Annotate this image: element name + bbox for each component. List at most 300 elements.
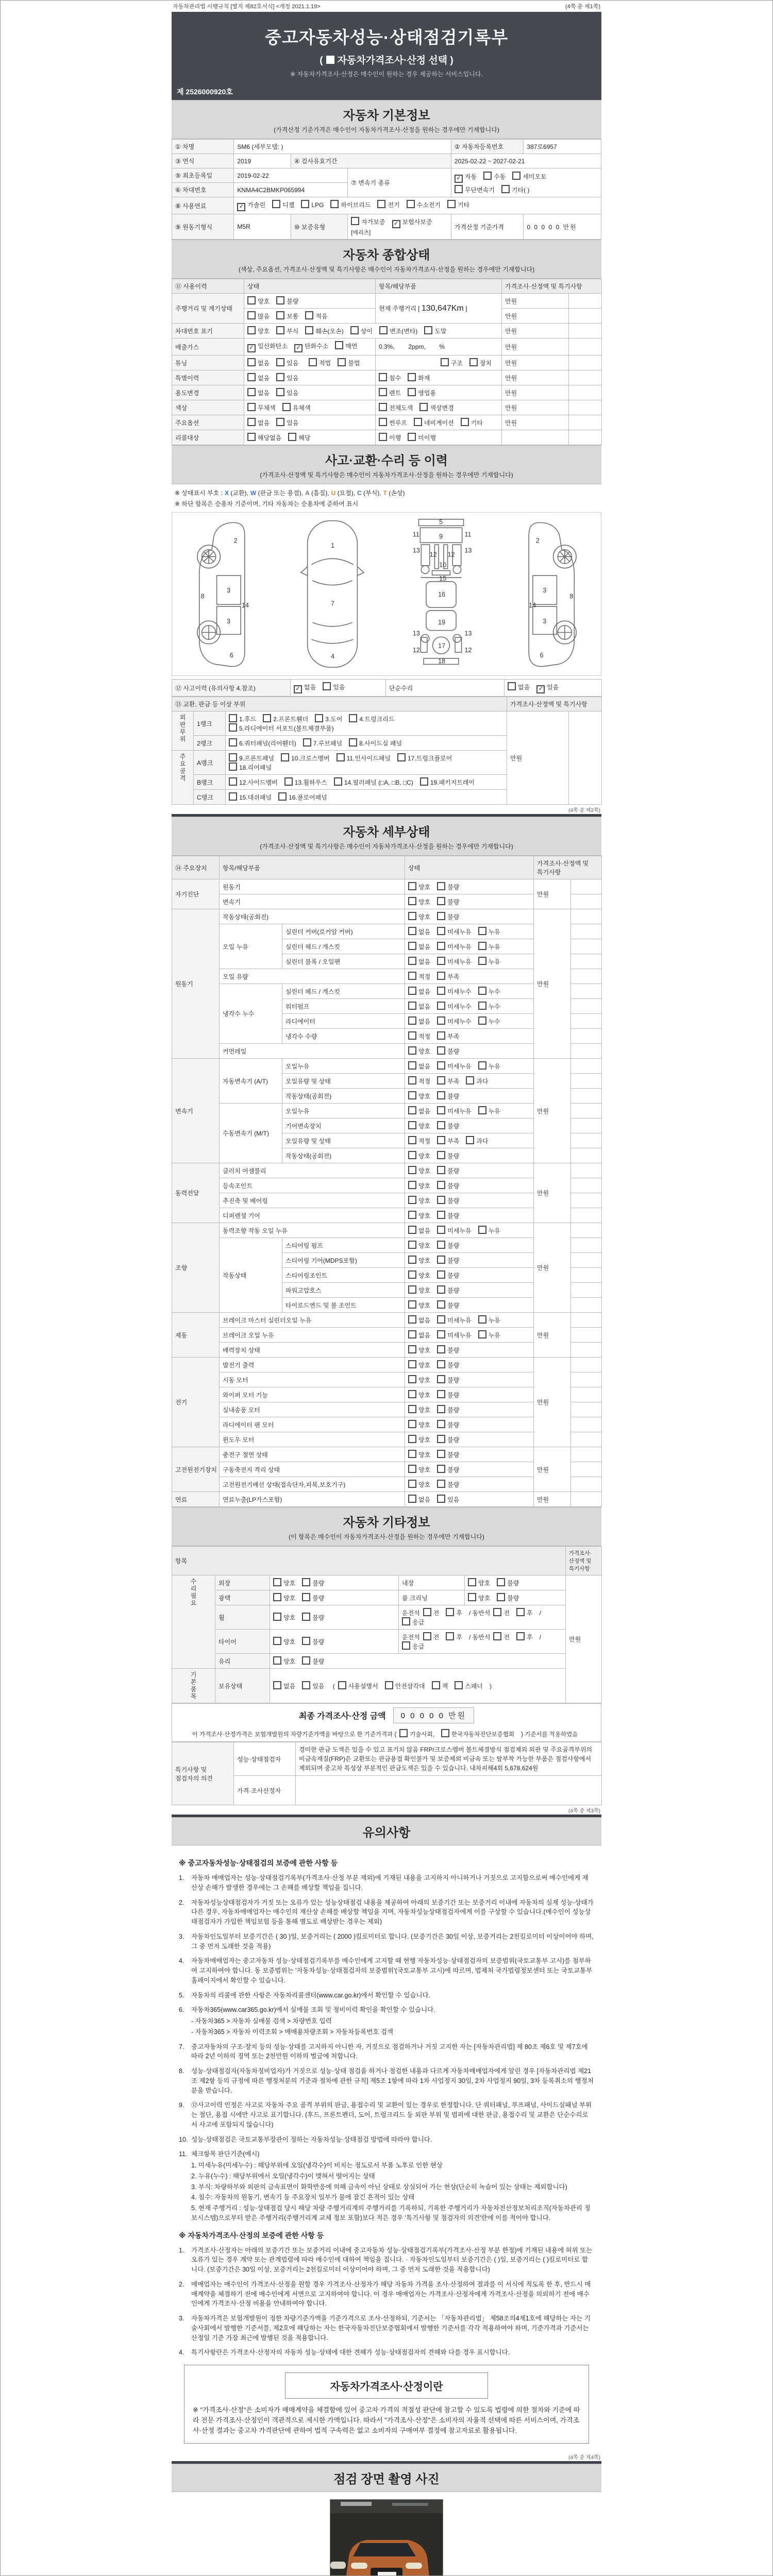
checkbox-option[interactable]: [247, 389, 270, 397]
checkbox-option[interactable]: [302, 1638, 324, 1646]
checkbox-icon[interactable]: [408, 927, 416, 935]
checkbox-icon[interactable]: [497, 1578, 505, 1586]
checkbox-option[interactable]: [437, 1138, 459, 1145]
checkbox-option[interactable]: [437, 1481, 459, 1488]
checkbox-option[interactable]: [247, 360, 270, 367]
checkbox-option[interactable]: [437, 1242, 459, 1249]
checkbox-option[interactable]: [501, 187, 530, 194]
checkbox-option[interactable]: [437, 1272, 459, 1279]
checkbox-option[interactable]: [478, 1227, 500, 1234]
checkbox-option[interactable]: [247, 434, 281, 442]
checkbox-option[interactable]: [455, 1683, 483, 1690]
checkbox-icon[interactable]: [408, 1345, 416, 1353]
checkbox-icon[interactable]: [441, 358, 449, 366]
checkbox-option[interactable]: [437, 1108, 471, 1115]
checkbox-option[interactable]: [437, 1257, 459, 1264]
checkbox-option[interactable]: [408, 1153, 430, 1160]
checkbox-option[interactable]: [294, 684, 316, 691]
checkbox-option[interactable]: [437, 1182, 459, 1190]
checkbox-option[interactable]: [273, 1595, 295, 1602]
checkbox-option[interactable]: [276, 328, 298, 335]
checkbox-icon[interactable]: [437, 1495, 445, 1503]
checkbox-icon[interactable]: [301, 200, 309, 208]
checkbox-icon[interactable]: [276, 296, 284, 304]
checkbox-icon[interactable]: [437, 987, 445, 995]
checkbox-icon[interactable]: [455, 1681, 463, 1689]
checkbox-checked-icon[interactable]: ✓: [247, 344, 256, 352]
checkbox-icon[interactable]: [420, 777, 428, 786]
checkbox-icon[interactable]: [437, 1241, 445, 1249]
checkbox-option[interactable]: [437, 1317, 471, 1324]
checkbox-icon[interactable]: [437, 1315, 445, 1324]
checkbox-icon[interactable]: [408, 1256, 416, 1264]
checkbox-icon[interactable]: [437, 1211, 445, 1219]
checkbox-icon[interactable]: [379, 388, 387, 396]
checkbox-checked-icon[interactable]: ✓: [455, 175, 463, 183]
checkbox-icon[interactable]: [493, 1608, 501, 1616]
checkbox-icon[interactable]: [437, 1360, 445, 1368]
checkbox-icon[interactable]: [408, 1465, 416, 1473]
checkbox-option[interactable]: [461, 419, 483, 427]
checkbox-option[interactable]: [437, 1421, 459, 1429]
checkbox-option[interactable]: [408, 1018, 430, 1025]
checkbox-icon[interactable]: [466, 1076, 474, 1084]
checkbox-checked-icon[interactable]: ✓: [294, 344, 303, 352]
checkbox-icon[interactable]: [408, 1270, 416, 1279]
checkbox-icon[interactable]: [302, 1637, 310, 1645]
checkbox-option[interactable]: [399, 1732, 434, 1738]
checkbox-icon[interactable]: [349, 738, 357, 747]
checkbox-option[interactable]: [349, 740, 402, 747]
checkbox-icon[interactable]: [408, 1046, 416, 1055]
checkbox-option[interactable]: [229, 725, 334, 732]
checkbox-icon[interactable]: [379, 403, 387, 411]
checkbox-icon[interactable]: [437, 897, 445, 905]
checkbox-option[interactable]: [408, 1212, 430, 1219]
checkbox-icon[interactable]: [408, 1211, 416, 1219]
checkbox-icon[interactable]: [478, 1016, 486, 1025]
checkbox-icon[interactable]: [247, 326, 256, 334]
checkbox-option[interactable]: [408, 1347, 430, 1354]
checkbox-option[interactable]: [229, 716, 256, 723]
checkbox-option[interactable]: [309, 360, 331, 367]
checkbox-option[interactable]: [437, 1018, 471, 1025]
checkbox-icon[interactable]: [437, 1151, 445, 1159]
checkbox-option[interactable]: [278, 794, 327, 801]
checkbox-icon[interactable]: [501, 185, 510, 193]
checkbox-option[interactable]: [408, 1078, 430, 1085]
checkbox-option[interactable]: [408, 1317, 430, 1324]
checkbox-option[interactable]: [273, 1580, 295, 1587]
checkbox-icon[interactable]: [441, 1729, 449, 1737]
checkbox-icon[interactable]: [349, 714, 357, 722]
checkbox-option[interactable]: [408, 913, 430, 921]
checkbox-icon[interactable]: [419, 403, 428, 411]
checkbox-icon[interactable]: [337, 753, 345, 761]
checkbox-icon[interactable]: [263, 714, 271, 722]
checkbox-option[interactable]: [302, 1595, 324, 1602]
checkbox-option[interactable]: [437, 928, 471, 936]
checkbox-option[interactable]: [276, 298, 298, 305]
checkbox-option[interactable]: [408, 1466, 430, 1473]
checkbox-option[interactable]: [516, 1609, 533, 1617]
checkbox-icon[interactable]: [466, 1136, 474, 1144]
checkbox-icon[interactable]: [273, 1637, 281, 1645]
checkbox-option[interactable]: [469, 360, 492, 367]
checkbox-option[interactable]: [408, 973, 430, 980]
checkbox-option[interactable]: [478, 1317, 500, 1324]
checkbox-icon[interactable]: [437, 1450, 445, 1458]
checkbox-option[interactable]: [478, 1063, 500, 1070]
checkbox-icon[interactable]: [247, 373, 256, 381]
checkbox-option[interactable]: [466, 1078, 488, 1085]
checkbox-icon[interactable]: [408, 1420, 416, 1428]
checkbox-option[interactable]: [437, 973, 459, 980]
checkbox-icon[interactable]: [385, 1681, 393, 1689]
checkbox-icon[interactable]: [437, 1091, 445, 1099]
checkbox-option[interactable]: [437, 899, 459, 906]
checkbox-option[interactable]: [408, 1197, 430, 1205]
checkbox-icon[interactable]: [408, 987, 416, 995]
checkbox-icon[interactable]: [408, 1031, 416, 1040]
checkbox-option[interactable]: [392, 218, 432, 226]
checkbox-icon[interactable]: [483, 172, 492, 180]
checkbox-option[interactable]: [408, 1272, 430, 1279]
checkbox-option[interactable]: [437, 1167, 459, 1175]
checkbox-option[interactable]: [408, 1063, 430, 1070]
checkbox-option[interactable]: [349, 716, 394, 723]
checkbox-icon[interactable]: [315, 714, 323, 722]
checkbox-option[interactable]: [455, 187, 495, 194]
checkbox-option[interactable]: [478, 1003, 500, 1010]
checkbox-icon[interactable]: [408, 1002, 416, 1010]
checkbox-icon[interactable]: [408, 942, 416, 950]
checkbox-option[interactable]: [447, 201, 469, 209]
checkbox-option[interactable]: [408, 434, 436, 442]
checkbox-icon[interactable]: [276, 311, 284, 319]
checkbox-option[interactable]: [338, 360, 360, 367]
checkbox-option[interactable]: [408, 1481, 430, 1488]
checkbox-option[interactable]: [478, 958, 500, 965]
checkbox-option[interactable]: [263, 716, 308, 723]
checkbox-option[interactable]: [508, 684, 530, 691]
checkbox-option[interactable]: [282, 404, 311, 412]
checkbox-option[interactable]: [516, 1634, 533, 1641]
checkbox-option[interactable]: [437, 1287, 459, 1294]
checkbox-icon[interactable]: [516, 1608, 525, 1616]
checkbox-icon[interactable]: [408, 1121, 416, 1129]
checkbox-option[interactable]: [414, 419, 454, 427]
checkbox-icon[interactable]: [273, 1613, 281, 1621]
checkbox-option[interactable]: [497, 1595, 519, 1602]
checkbox-option[interactable]: [437, 1362, 459, 1369]
checkbox-icon[interactable]: [305, 311, 313, 319]
checkbox-icon[interactable]: [408, 1196, 416, 1204]
checkbox-icon[interactable]: [437, 1480, 445, 1488]
checkbox-option[interactable]: [408, 958, 430, 965]
checkbox-option[interactable]: [437, 1466, 459, 1473]
checkbox-icon[interactable]: [437, 1076, 445, 1084]
checkbox-option[interactable]: [302, 1580, 324, 1587]
checkbox-icon[interactable]: [408, 1450, 416, 1458]
checkbox-checked-icon[interactable]: ✓: [392, 220, 400, 228]
checkbox-icon[interactable]: [437, 1300, 445, 1309]
checkbox-option[interactable]: [408, 1392, 430, 1399]
checkbox-icon[interactable]: [334, 777, 342, 786]
checkbox-icon[interactable]: [247, 296, 256, 304]
checkbox-option[interactable]: [493, 1609, 510, 1617]
checkbox-option[interactable]: [247, 375, 270, 382]
checkbox-icon[interactable]: [408, 1241, 416, 1249]
checkbox-icon[interactable]: [229, 714, 237, 722]
checkbox-option[interactable]: [437, 1048, 459, 1055]
checkbox-icon[interactable]: [437, 1136, 445, 1144]
checkbox-option[interactable]: [432, 1683, 448, 1690]
checkbox-icon[interactable]: [273, 1593, 281, 1601]
checkbox-icon[interactable]: [273, 1578, 281, 1586]
checkbox-option[interactable]: [437, 1003, 471, 1010]
checkbox-icon[interactable]: [408, 972, 416, 980]
checkbox-option[interactable]: [497, 1580, 519, 1587]
checkbox-icon[interactable]: [399, 1729, 408, 1737]
checkbox-icon[interactable]: [437, 1390, 445, 1398]
checkbox-icon[interactable]: [437, 1181, 445, 1189]
checkbox-icon[interactable]: [276, 326, 284, 334]
checkbox-option[interactable]: [402, 1619, 424, 1626]
checkbox-icon[interactable]: [302, 1593, 310, 1601]
checkbox-icon[interactable]: [478, 957, 486, 965]
checkbox-option[interactable]: [247, 404, 276, 412]
checkbox-option[interactable]: [379, 404, 413, 412]
checkbox-icon[interactable]: [437, 1435, 445, 1443]
checkbox-checked-icon[interactable]: ✓: [536, 685, 545, 693]
checkbox-icon[interactable]: [437, 1420, 445, 1428]
checkbox-option[interactable]: [337, 755, 391, 762]
checkbox-icon[interactable]: [402, 1617, 410, 1625]
checkbox-option[interactable]: [229, 740, 296, 747]
checkbox-option[interactable]: [408, 1362, 430, 1369]
checkbox-checked-icon[interactable]: ✓: [294, 685, 302, 693]
checkbox-icon[interactable]: [437, 972, 445, 980]
checkbox-option[interactable]: [303, 740, 342, 747]
checkbox-icon[interactable]: [229, 738, 237, 747]
checkbox-icon[interactable]: [455, 185, 463, 193]
checkbox-icon[interactable]: [408, 1330, 416, 1338]
checkbox-icon[interactable]: [247, 311, 256, 319]
checkbox-icon[interactable]: [408, 1136, 416, 1144]
checkbox-icon[interactable]: [379, 418, 387, 426]
checkbox-option[interactable]: [408, 1496, 430, 1503]
checkbox-icon[interactable]: [229, 762, 237, 771]
checkbox-option[interactable]: [423, 1634, 440, 1641]
checkbox-icon[interactable]: [478, 1061, 486, 1070]
checkbox-icon[interactable]: [414, 418, 422, 426]
checkbox-icon[interactable]: [338, 358, 346, 366]
checkbox-icon[interactable]: [408, 1106, 416, 1114]
checkbox-option[interactable]: [284, 779, 327, 786]
checkbox-icon[interactable]: [408, 1375, 416, 1383]
checkbox-icon[interactable]: [408, 1315, 416, 1324]
checkbox-option[interactable]: [379, 419, 407, 427]
checkbox-option[interactable]: [466, 1138, 488, 1145]
checkbox-icon[interactable]: [408, 1435, 416, 1443]
checkbox-option[interactable]: [408, 1093, 430, 1100]
checkbox-option[interactable]: [276, 360, 298, 367]
checkbox-icon[interactable]: [276, 388, 284, 396]
checkbox-icon[interactable]: [350, 326, 359, 334]
checkbox-icon[interactable]: [432, 1681, 440, 1689]
checkbox-icon[interactable]: [437, 1196, 445, 1204]
checkbox-option[interactable]: [408, 375, 430, 382]
checkbox-icon[interactable]: [478, 1002, 486, 1010]
checkbox-icon[interactable]: [302, 1681, 310, 1689]
checkbox-option[interactable]: [424, 328, 446, 335]
checkbox-option[interactable]: [437, 1197, 459, 1205]
checkbox-icon[interactable]: [478, 1106, 486, 1114]
checkbox-icon[interactable]: [408, 897, 416, 905]
checkbox-icon[interactable]: [497, 1593, 505, 1601]
checkbox-option[interactable]: [437, 1436, 459, 1444]
checkbox-option[interactable]: [334, 779, 413, 786]
checkbox-option[interactable]: [423, 1609, 440, 1617]
checkbox-icon[interactable]: [408, 1061, 416, 1070]
checkbox-icon[interactable]: [402, 1641, 410, 1650]
checkbox-option[interactable]: [437, 958, 471, 965]
checkbox-icon[interactable]: [247, 403, 256, 411]
checkbox-option[interactable]: [350, 328, 373, 335]
checkbox-option[interactable]: [272, 201, 294, 209]
checkbox-option[interactable]: [408, 1302, 430, 1309]
checkbox-icon[interactable]: [437, 1226, 445, 1234]
checkbox-option[interactable]: [351, 218, 385, 226]
checkbox-option[interactable]: [468, 1580, 490, 1587]
checkbox-icon[interactable]: [469, 358, 478, 366]
checkbox-icon[interactable]: [423, 1608, 431, 1616]
checkbox-option[interactable]: [408, 1182, 430, 1190]
checkbox-icon[interactable]: [437, 1031, 445, 1040]
checkbox-icon[interactable]: [478, 927, 486, 935]
checkbox-icon[interactable]: [437, 1121, 445, 1129]
checkbox-option[interactable]: [379, 328, 417, 335]
checkbox-option[interactable]: [408, 928, 430, 936]
checkbox-icon[interactable]: [408, 433, 416, 441]
checkbox-option[interactable]: [294, 343, 328, 350]
checkbox-option[interactable]: [237, 201, 265, 209]
checkbox-icon[interactable]: [408, 1016, 416, 1025]
checkbox-icon[interactable]: [437, 1270, 445, 1279]
checkbox-icon[interactable]: [437, 1465, 445, 1473]
checkbox-icon[interactable]: [437, 927, 445, 935]
checkbox-icon[interactable]: [437, 882, 445, 890]
checkbox-option[interactable]: [247, 343, 288, 350]
checkbox-option[interactable]: [408, 389, 436, 397]
checkbox-icon[interactable]: [273, 1656, 281, 1665]
checkbox-option[interactable]: [408, 1377, 430, 1384]
checkbox-option[interactable]: [229, 755, 274, 762]
checkbox-option[interactable]: [273, 1614, 295, 1621]
checkbox-option[interactable]: [478, 943, 500, 951]
checkbox-option[interactable]: [408, 1257, 430, 1264]
checkbox-option[interactable]: [379, 375, 401, 382]
checkbox-option[interactable]: [408, 1451, 430, 1459]
checkbox-option[interactable]: [437, 943, 471, 951]
checkbox-option[interactable]: [379, 434, 401, 442]
checkbox-icon[interactable]: [408, 1480, 416, 1488]
checkbox-icon[interactable]: [408, 912, 416, 920]
checkbox-icon[interactable]: [305, 326, 313, 334]
checkbox-option[interactable]: [315, 716, 342, 723]
checkbox-option[interactable]: [408, 1108, 430, 1115]
checkbox-icon[interactable]: [437, 1285, 445, 1294]
checkbox-icon[interactable]: [408, 1091, 416, 1099]
checkbox-icon[interactable]: [408, 373, 416, 381]
checkbox-icon[interactable]: [408, 1300, 416, 1309]
checkbox-icon[interactable]: [424, 326, 432, 334]
checkbox-option[interactable]: [419, 404, 453, 412]
checkbox-icon[interactable]: [247, 433, 256, 441]
checkbox-option[interactable]: [437, 1496, 459, 1503]
checkbox-option[interactable]: [437, 913, 459, 921]
checkbox-option[interactable]: [483, 173, 506, 180]
checkbox-icon[interactable]: [281, 753, 289, 761]
checkbox-option[interactable]: [247, 419, 270, 427]
checkbox-icon[interactable]: [447, 200, 456, 208]
checkbox-option[interactable]: [437, 1227, 471, 1234]
checkbox-icon[interactable]: [468, 1593, 476, 1601]
checkbox-option[interactable]: [408, 1406, 430, 1414]
checkbox-icon[interactable]: [437, 942, 445, 950]
checkbox-icon[interactable]: [330, 200, 339, 208]
checkbox-icon[interactable]: [272, 200, 280, 208]
checkbox-icon[interactable]: [397, 753, 406, 761]
checkbox-icon[interactable]: [508, 682, 516, 690]
checkbox-option[interactable]: [446, 1609, 462, 1617]
checkbox-option[interactable]: [379, 389, 401, 397]
checkbox-option[interactable]: [437, 988, 471, 995]
checkbox-icon[interactable]: [437, 1330, 445, 1338]
checkbox-option[interactable]: [397, 755, 452, 762]
checkbox-option[interactable]: [276, 375, 298, 382]
checkbox-option[interactable]: [229, 779, 278, 786]
checkbox-icon[interactable]: [247, 418, 256, 426]
checkbox-option[interactable]: [437, 1033, 459, 1040]
checkbox-option[interactable]: [408, 1332, 430, 1339]
checkbox-option[interactable]: [330, 201, 371, 209]
checkbox-option[interactable]: [437, 1063, 471, 1070]
checkbox-icon[interactable]: [284, 777, 293, 786]
checkbox-option[interactable]: [437, 1332, 471, 1339]
checkbox-icon[interactable]: [408, 388, 416, 396]
checkbox-option[interactable]: [408, 899, 430, 906]
checkbox-icon[interactable]: [408, 1151, 416, 1159]
checkbox-option[interactable]: [229, 794, 272, 801]
checkbox-icon[interactable]: [288, 433, 296, 441]
checkbox-icon[interactable]: [437, 1375, 445, 1383]
checkbox-checked-icon[interactable]: ✓: [237, 203, 245, 211]
checkbox-option[interactable]: [478, 988, 500, 995]
checkbox-icon[interactable]: [437, 1046, 445, 1055]
checkbox-icon[interactable]: [437, 912, 445, 920]
checkbox-icon[interactable]: [408, 1405, 416, 1413]
checkbox-option[interactable]: [301, 201, 324, 209]
checkbox-icon[interactable]: [247, 358, 256, 366]
checkbox-icon[interactable]: [408, 957, 416, 965]
checkbox-icon[interactable]: [437, 957, 445, 965]
checkbox-icon[interactable]: [278, 792, 287, 801]
checkbox-icon[interactable]: [423, 1632, 431, 1640]
checkbox-option[interactable]: [468, 1595, 490, 1602]
checkbox-icon[interactable]: [408, 1181, 416, 1189]
